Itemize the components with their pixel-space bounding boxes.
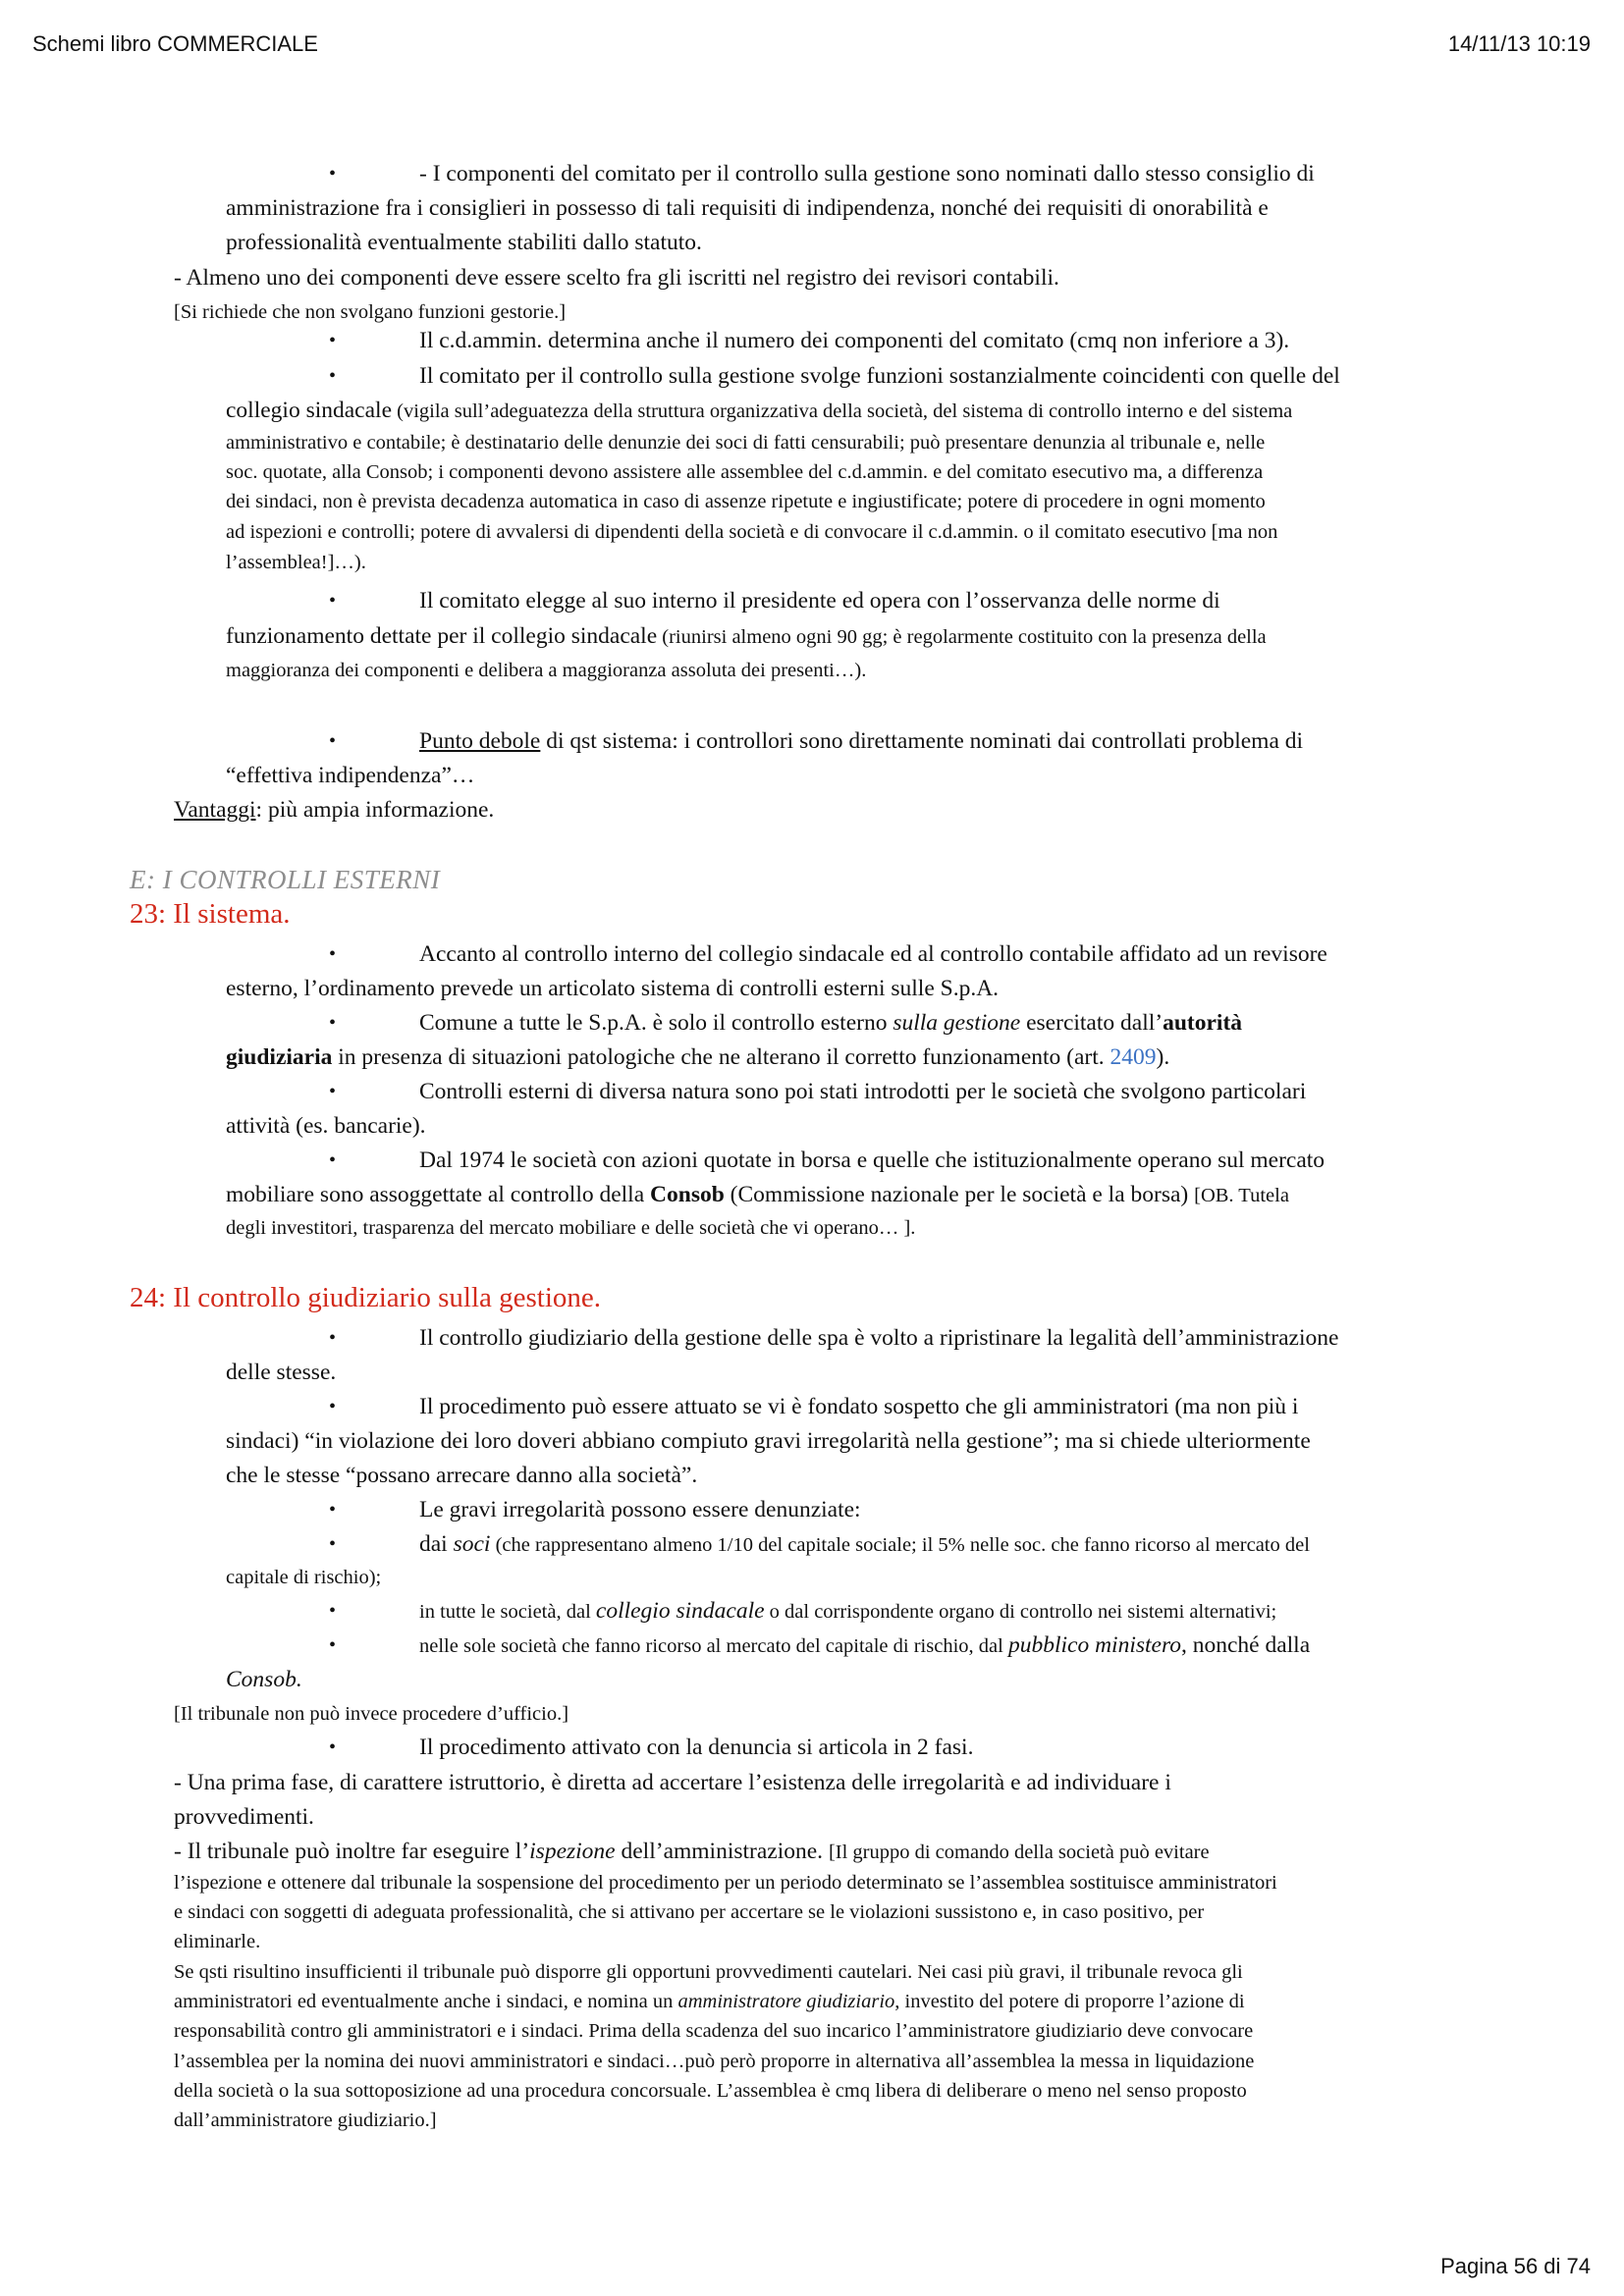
text-line: Punto debole di qst sistema: i controllori sono direttamente nominati dai controllati problema di	[419, 728, 1304, 754]
text-line: giudiziaria in presenza di situazioni patologiche che ne alterano il corretto funzionamento (art. 2409).	[226, 1044, 1170, 1070]
text-line: - Una prima fase, di carattere istruttorio, è diretta ad accertare l’esistenza delle irregolarità e ad individuare i	[174, 1770, 1171, 1795]
bullet: •	[329, 163, 337, 185]
text-line: degli investitori, trasparenza del mercato mobiliare e delle società che vi operano… ].	[226, 1217, 916, 1239]
bullet: •	[329, 1081, 337, 1102]
bullet: •	[329, 1012, 337, 1034]
bullet: •	[329, 943, 337, 965]
text-line: sindaci) “in violazione dei loro doveri abbiano compiuto gravi irregolarità nella gestione”; ma si chiede ulteriormente	[226, 1428, 1311, 1454]
heading-24: 24: Il controllo giudiziario sulla gestione.	[130, 1282, 602, 1313]
page-number: Pagina 56 di 74	[1440, 2254, 1591, 2278]
text-line: collegio sindacale (vigila sull’adeguatezza della struttura organizzativa della società, del sistema di controllo interno e del sistema	[226, 398, 1293, 423]
bullet: •	[329, 1600, 337, 1622]
note-line: [Si richiede che non svolgano funzioni gestorie.]	[174, 301, 567, 323]
text-line: amministratori ed eventualmente anche i sindaci, e nomina un amministratore giudiziario, investito del potere di proporre l’azione di	[174, 1991, 1245, 2012]
note-line: [Il tribunale non può invece procedere d’ufficio.]	[174, 1703, 569, 1725]
text-line: amministrazione fra i consiglieri in possesso di tali requisiti di indipendenza, nonché dei requisiti di onorabilità e	[226, 195, 1269, 221]
heading-23: 23: Il sistema.	[130, 898, 291, 930]
bullet: •	[329, 365, 337, 387]
text-line: Accanto al controllo interno del collegio sindacale ed al controllo contabile affidato ad un revisore	[419, 941, 1327, 967]
text-line: esterno, l’ordinamento prevede un articolato sistema di controlli esterni sulle S.p.A.	[226, 976, 1000, 1001]
text-line: in tutte le società, dal collegio sindacale o dal corrispondente organo di controllo nei sistemi alternativi;	[419, 1598, 1277, 1624]
text-line: professionalità eventualmente stabiliti dallo statuto.	[226, 230, 702, 255]
text-line: - I componenti del comitato per il controllo sulla gestione sono nominati dallo stesso consiglio di	[419, 161, 1315, 187]
text-line: Il c.d.ammin. determina anche il numero dei componenti del comitato (cmq non inferiore a 3).	[419, 328, 1290, 353]
text-line: Le gravi irregolarità possono essere denunziate:	[419, 1497, 861, 1522]
bullet: •	[329, 1634, 337, 1656]
text-line: Se qsti risultino insufficienti il tribunale può disporre gli opportuni provvedimenti cautelari. Nei casi più gravi, il tribunale revoca gli	[174, 1961, 1243, 1983]
text-line: provvedimenti.	[174, 1804, 314, 1830]
text-line: eliminarle.	[174, 1931, 261, 1952]
bullet: •	[329, 1396, 337, 1417]
text-line: amministrativo e contabile; è destinatario delle denunzie dei soci di fatti censurabili; può presentare denunzia al tribunale e, nelle	[226, 432, 1266, 454]
text-line: Il comitato per il controllo sulla gestione svolge funzioni sostanzialmente coincidenti con quelle del	[419, 363, 1340, 389]
text-line: l’assemblea!]…).	[226, 552, 366, 573]
text-line: - Il tribunale può inoltre far eseguire l’ispezione dell’amministrazione. [Il gruppo di comando della società può evitare	[174, 1839, 1210, 1864]
article-link[interactable]: 2409	[1110, 1044, 1157, 1070]
bullet: •	[329, 730, 337, 752]
document-title: Schemi libro COMMERCIALE	[32, 31, 318, 56]
text-line: che le stesse “possano arrecare danno alla società”.	[226, 1463, 698, 1488]
text-line: Vantaggi: più ampia informazione.	[174, 797, 495, 823]
text-line: capitale di rischio);	[226, 1567, 382, 1588]
text-line: delle stesse.	[226, 1360, 337, 1385]
text-line: nelle sole società che fanno ricorso al mercato del capitale di rischio, dal pubblico ministero, nonché dalla	[419, 1632, 1311, 1658]
section-heading: E: I CONTROLLI ESTERNI	[130, 865, 441, 894]
text-line: Il comitato elegge al suo interno il presidente ed opera con l’osservanza delle norme di	[419, 588, 1220, 614]
text-line: maggioranza dei componenti e delibera a maggioranza assoluta dei presenti…).	[226, 660, 867, 681]
text-line: attività (es. bancarie).	[226, 1113, 426, 1139]
text-line: ad ispezioni e controlli; potere di avvalersi di dipendenti della società e di convocare il c.d.ammin. o il comitato esecutivo [ma non	[226, 521, 1278, 543]
text-line: dall’amministratore giudiziario.]	[174, 2109, 437, 2131]
text-line: e sindaci con soggetti di adeguata professionalità, che si attivano per accertare se le violazioni sussistono e, in caso positivo, per	[174, 1901, 1205, 1923]
bullet: •	[329, 590, 337, 612]
bullet: •	[329, 330, 337, 351]
text-line: dei sindaci, non è prevista decadenza automatica in caso di assenze ripetute e ingiustificate; potere di procedere in ogni momento	[226, 491, 1266, 512]
text-line: l’assemblea per la nomina dei nuovi amministratori e sindaci…può però proporre in alternativa all’assemblea la messa in liquidazione	[174, 2051, 1255, 2072]
text-line: Dal 1974 le società con azioni quotate in borsa e quelle che istituzionalmente operano sul mercato	[419, 1148, 1326, 1173]
text-line: Consob.	[226, 1667, 302, 1692]
text-line: della società o la sua sottoposizione ad una procedura concorsuale. L’assemblea è cmq libera di deliberare o meno nel senso proposto	[174, 2080, 1247, 2102]
bullet: •	[329, 1149, 337, 1171]
text-line: dai soci (che rappresentano almeno 1/10 del capitale sociale; il 5% nelle soc. che fanno ricorso al mercato del	[419, 1531, 1310, 1557]
text-line: Comune a tutte le S.p.A. è solo il controllo esterno sulla gestione esercitato dall’autorità	[419, 1010, 1243, 1036]
text-line: Il controllo giudiziario della gestione delle spa è volto a ripristinare la legalità dell’amministrazione	[419, 1325, 1339, 1351]
bullet: •	[329, 1499, 337, 1521]
text-line: Il procedimento può essere attuato se vi è fondato sospetto che gli amministratori (ma non più i	[419, 1394, 1299, 1419]
text-line: funzionamento dettate per il collegio sindacale (riunirsi almeno ogni 90 gg; è regolarmente costituito con la presenza della	[226, 623, 1267, 649]
bullet: •	[329, 1327, 337, 1349]
text-line: Il procedimento attivato con la denuncia si articola in 2 fasi.	[419, 1735, 974, 1760]
text-line: Controlli esterni di diversa natura sono poi stati introdotti per le società che svolgono particolari	[419, 1079, 1307, 1104]
text-line: soc. quotate, alla Consob; i componenti devono assistere alle assemblee del c.d.ammin. e del comitato esecutivo ma, a differenza	[226, 461, 1264, 483]
text-line: - Almeno uno dei componenti deve essere scelto fra gli iscritti nel registro dei revisori contabili.	[174, 265, 1059, 291]
bullet: •	[329, 1533, 337, 1555]
text-line: “effettiva indipendenza”…	[226, 763, 475, 788]
bullet: •	[329, 1736, 337, 1758]
print-datetime: 14/11/13 10:19	[1447, 31, 1591, 56]
text-line: l’ispezione e ottenere dal tribunale la sospensione del procedimento per un periodo determinato se l’assemblea sostituisce amministratori	[174, 1872, 1277, 1894]
text-line: responsabilità contro gli amministratori e i sindaci. Prima della scadenza del suo incarico l’amministratore giudiziario deve convocare	[174, 2020, 1254, 2042]
text-line: mobiliare sono assoggettate al controllo della Consob (Commissione nazionale per le società e la borsa) [OB. Tutela	[226, 1182, 1289, 1207]
